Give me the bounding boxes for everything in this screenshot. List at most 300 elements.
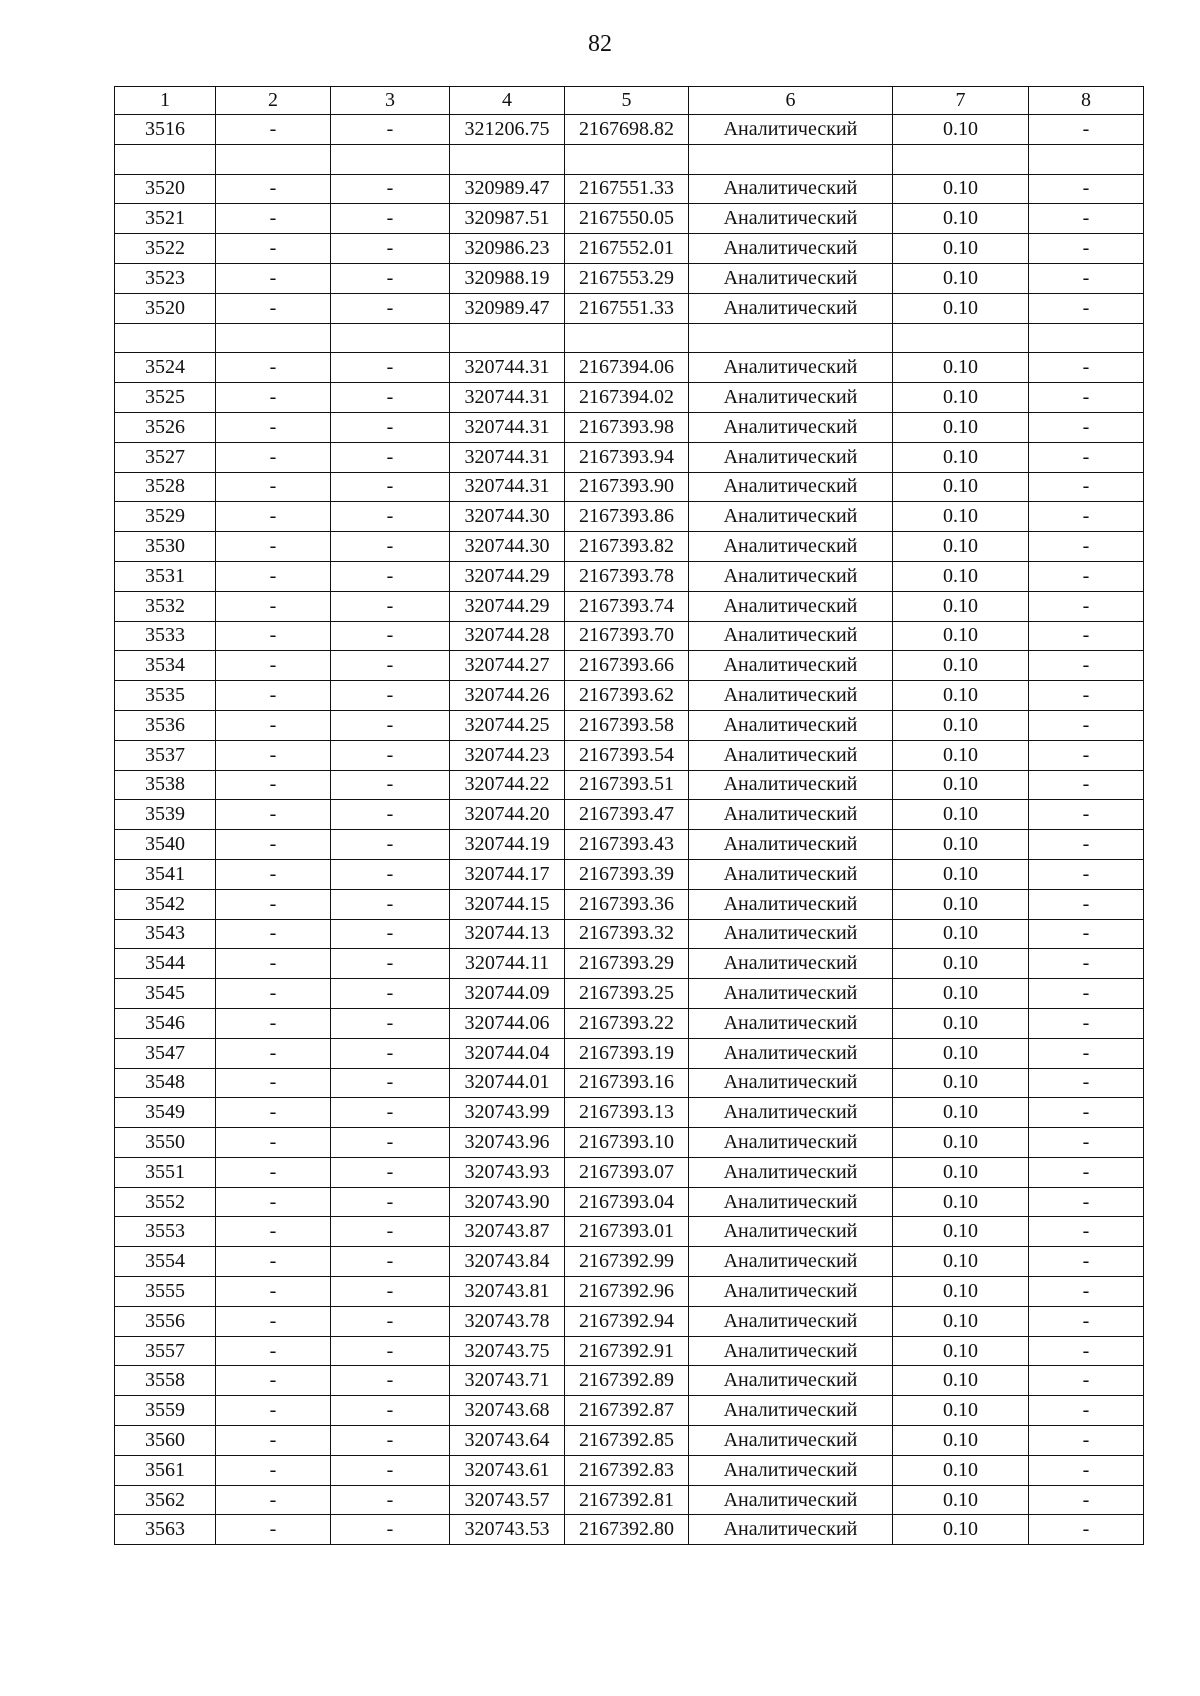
table-row xyxy=(115,949,1144,979)
cell-col2-value: - xyxy=(216,1247,331,1277)
cell-col8-value: - xyxy=(1029,1426,1144,1456)
cell-x-coordinate: 320743.93 xyxy=(450,1157,565,1187)
cell-x-coordinate: 320744.23 xyxy=(450,740,565,770)
cell-accuracy: 0.10 xyxy=(893,115,1029,145)
cell-col8-value: - xyxy=(1029,621,1144,651)
cell-col8-value: - xyxy=(1029,1187,1144,1217)
cell-col8-value: - xyxy=(1029,979,1144,1009)
cell-x-coordinate: 320743.99 xyxy=(450,1098,565,1128)
cell-accuracy: 0.10 xyxy=(893,1515,1029,1545)
cell-x-coordinate xyxy=(450,144,565,174)
cell-point-number: 3555 xyxy=(115,1277,216,1307)
cell-x-coordinate: 320744.11 xyxy=(450,949,565,979)
cell-accuracy: 0.10 xyxy=(893,859,1029,889)
cell-method: Аналитический xyxy=(689,1426,893,1456)
table-row xyxy=(115,830,1144,860)
cell-col3-value: - xyxy=(331,651,450,681)
cell-accuracy: 0.10 xyxy=(893,1008,1029,1038)
cell-y-coordinate: 2167393.86 xyxy=(565,502,689,532)
cell-method: Аналитический xyxy=(689,1128,893,1158)
cell-y-coordinate: 2167393.70 xyxy=(565,621,689,651)
cell-col3-value: - xyxy=(331,383,450,413)
table-row xyxy=(115,412,1144,442)
table-row xyxy=(115,1336,1144,1366)
cell-col2-value: - xyxy=(216,263,331,293)
cell-x-coordinate: 320744.29 xyxy=(450,591,565,621)
cell-y-coordinate: 2167393.36 xyxy=(565,889,689,919)
cell-point-number: 3549 xyxy=(115,1098,216,1128)
cell-accuracy: 0.10 xyxy=(893,710,1029,740)
cell-col8-value: - xyxy=(1029,770,1144,800)
cell-col8-value: - xyxy=(1029,204,1144,234)
cell-col2-value: - xyxy=(216,1157,331,1187)
cell-method: Аналитический xyxy=(689,859,893,889)
cell-point-number: 3551 xyxy=(115,1157,216,1187)
cell-method: Аналитический xyxy=(689,979,893,1009)
cell-col2-value: - xyxy=(216,710,331,740)
cell-col2-value: - xyxy=(216,770,331,800)
table-row xyxy=(115,1485,1144,1515)
cell-x-coordinate: 320743.64 xyxy=(450,1426,565,1456)
column-header-1: 1 xyxy=(115,87,216,115)
cell-col3-value: - xyxy=(331,919,450,949)
cell-col8-value: - xyxy=(1029,383,1144,413)
cell-method: Аналитический xyxy=(689,353,893,383)
cell-point-number: 3553 xyxy=(115,1217,216,1247)
cell-col8-value: - xyxy=(1029,1008,1144,1038)
cell-point-number: 3534 xyxy=(115,651,216,681)
table-row xyxy=(115,532,1144,562)
cell-col3-value: - xyxy=(331,591,450,621)
table-row xyxy=(115,1515,1144,1545)
cell-method: Аналитический xyxy=(689,412,893,442)
cell-col3-value: - xyxy=(331,1247,450,1277)
cell-col8-value: - xyxy=(1029,174,1144,204)
cell-accuracy: 0.10 xyxy=(893,174,1029,204)
cell-col2-value: - xyxy=(216,889,331,919)
table-row xyxy=(115,710,1144,740)
cell-y-coordinate: 2167551.33 xyxy=(565,174,689,204)
cell-col3-value: - xyxy=(331,1157,450,1187)
cell-y-coordinate: 2167392.99 xyxy=(565,1247,689,1277)
table-row xyxy=(115,1157,1144,1187)
cell-col2-value: - xyxy=(216,412,331,442)
cell-method: Аналитический xyxy=(689,204,893,234)
cell-col2-value: - xyxy=(216,979,331,1009)
cell-point-number: 3543 xyxy=(115,919,216,949)
cell-method xyxy=(689,144,893,174)
cell-col8-value: - xyxy=(1029,859,1144,889)
cell-col2-value: - xyxy=(216,1098,331,1128)
cell-accuracy: 0.10 xyxy=(893,651,1029,681)
cell-col8-value: - xyxy=(1029,1068,1144,1098)
cell-point-number: 3530 xyxy=(115,532,216,562)
cell-method: Аналитический xyxy=(689,1515,893,1545)
cell-accuracy: 0.10 xyxy=(893,1485,1029,1515)
cell-accuracy: 0.10 xyxy=(893,800,1029,830)
cell-method: Аналитический xyxy=(689,889,893,919)
table-row xyxy=(115,859,1144,889)
cell-accuracy: 0.10 xyxy=(893,1038,1029,1068)
cell-col3-value: - xyxy=(331,710,450,740)
cell-x-coordinate: 320744.15 xyxy=(450,889,565,919)
cell-x-coordinate: 320744.17 xyxy=(450,859,565,889)
cell-point-number: 3526 xyxy=(115,412,216,442)
cell-x-coordinate: 320986.23 xyxy=(450,234,565,264)
cell-x-coordinate: 321206.75 xyxy=(450,115,565,145)
cell-col3-value: - xyxy=(331,979,450,1009)
cell-accuracy: 0.10 xyxy=(893,919,1029,949)
cell-x-coordinate: 320744.04 xyxy=(450,1038,565,1068)
cell-method: Аналитический xyxy=(689,532,893,562)
cell-y-coordinate: 2167393.47 xyxy=(565,800,689,830)
cell-col8-value: - xyxy=(1029,442,1144,472)
cell-col2-value: - xyxy=(216,1277,331,1307)
cell-col8-value: - xyxy=(1029,234,1144,264)
cell-col8-value: - xyxy=(1029,293,1144,323)
cell-accuracy: 0.10 xyxy=(893,621,1029,651)
cell-col3-value: - xyxy=(331,442,450,472)
cell-col2-value: - xyxy=(216,1008,331,1038)
cell-accuracy: 0.10 xyxy=(893,532,1029,562)
cell-col2-value: - xyxy=(216,591,331,621)
cell-method: Аналитический xyxy=(689,1277,893,1307)
cell-col8-value: - xyxy=(1029,1455,1144,1485)
cell-col2-value: - xyxy=(216,234,331,264)
cell-col2-value: - xyxy=(216,740,331,770)
cell-col3-value: - xyxy=(331,949,450,979)
cell-accuracy: 0.10 xyxy=(893,293,1029,323)
cell-col2-value: - xyxy=(216,1187,331,1217)
cell-y-coordinate: 2167393.13 xyxy=(565,1098,689,1128)
cell-accuracy: 0.10 xyxy=(893,1217,1029,1247)
cell-col3-value: - xyxy=(331,115,450,145)
table-row xyxy=(115,1068,1144,1098)
cell-accuracy: 0.10 xyxy=(893,1098,1029,1128)
column-header-6: 6 xyxy=(689,87,893,115)
cell-x-coordinate: 320743.57 xyxy=(450,1485,565,1515)
cell-point-number: 3541 xyxy=(115,859,216,889)
table-row xyxy=(115,1128,1144,1158)
cell-x-coordinate: 320744.31 xyxy=(450,353,565,383)
cell-accuracy: 0.10 xyxy=(893,1336,1029,1366)
cell-y-coordinate: 2167392.83 xyxy=(565,1455,689,1485)
cell-method: Аналитический xyxy=(689,502,893,532)
cell-method: Аналитический xyxy=(689,681,893,711)
cell-method: Аналитический xyxy=(689,293,893,323)
cell-accuracy: 0.10 xyxy=(893,1455,1029,1485)
cell-col8-value: - xyxy=(1029,591,1144,621)
cell-y-coordinate: 2167393.94 xyxy=(565,442,689,472)
cell-y-coordinate: 2167393.22 xyxy=(565,1008,689,1038)
table-row xyxy=(115,293,1144,323)
cell-y-coordinate: 2167393.78 xyxy=(565,561,689,591)
cell-y-coordinate: 2167393.29 xyxy=(565,949,689,979)
cell-point-number: 3562 xyxy=(115,1485,216,1515)
cell-point-number xyxy=(115,144,216,174)
cell-accuracy: 0.10 xyxy=(893,1306,1029,1336)
cell-x-coordinate xyxy=(450,323,565,353)
cell-accuracy: 0.10 xyxy=(893,1157,1029,1187)
cell-method: Аналитический xyxy=(689,1068,893,1098)
cell-method: Аналитический xyxy=(689,1485,893,1515)
cell-col2-value: - xyxy=(216,383,331,413)
cell-x-coordinate: 320744.29 xyxy=(450,561,565,591)
table-row xyxy=(115,979,1144,1009)
cell-col2-value: - xyxy=(216,472,331,502)
cell-y-coordinate: 2167392.80 xyxy=(565,1515,689,1545)
cell-method: Аналитический xyxy=(689,621,893,651)
cell-y-coordinate: 2167393.90 xyxy=(565,472,689,502)
cell-col8-value: - xyxy=(1029,949,1144,979)
cell-col8-value: - xyxy=(1029,472,1144,502)
cell-y-coordinate: 2167393.01 xyxy=(565,1217,689,1247)
cell-col3-value: - xyxy=(331,293,450,323)
cell-col2-value: - xyxy=(216,1396,331,1426)
cell-point-number: 3521 xyxy=(115,204,216,234)
cell-x-coordinate: 320743.78 xyxy=(450,1306,565,1336)
cell-col2-value: - xyxy=(216,621,331,651)
cell-point-number: 3548 xyxy=(115,1068,216,1098)
cell-x-coordinate: 320743.84 xyxy=(450,1247,565,1277)
cell-col3-value: - xyxy=(331,889,450,919)
table-row xyxy=(115,1366,1144,1396)
cell-col2-value: - xyxy=(216,293,331,323)
cell-point-number: 3538 xyxy=(115,770,216,800)
cell-y-coordinate: 2167392.81 xyxy=(565,1485,689,1515)
cell-point-number: 3529 xyxy=(115,502,216,532)
cell-method: Аналитический xyxy=(689,949,893,979)
cell-y-coordinate: 2167392.94 xyxy=(565,1306,689,1336)
cell-col2-value: - xyxy=(216,859,331,889)
cell-col8-value: - xyxy=(1029,1098,1144,1128)
cell-x-coordinate: 320744.25 xyxy=(450,710,565,740)
column-header-2: 2 xyxy=(216,87,331,115)
cell-point-number: 3537 xyxy=(115,740,216,770)
cell-accuracy: 0.10 xyxy=(893,412,1029,442)
cell-y-coordinate: 2167393.58 xyxy=(565,710,689,740)
cell-method: Аналитический xyxy=(689,1455,893,1485)
cell-point-number: 3520 xyxy=(115,293,216,323)
cell-col8-value: - xyxy=(1029,1366,1144,1396)
cell-accuracy: 0.10 xyxy=(893,770,1029,800)
cell-method: Аналитический xyxy=(689,442,893,472)
table-row xyxy=(115,1426,1144,1456)
table-row xyxy=(115,621,1144,651)
cell-point-number: 3563 xyxy=(115,1515,216,1545)
cell-method: Аналитический xyxy=(689,651,893,681)
table-body xyxy=(115,115,1144,1545)
cell-method: Аналитический xyxy=(689,591,893,621)
cell-col3-value: - xyxy=(331,770,450,800)
table-row xyxy=(115,1008,1144,1038)
table-row xyxy=(115,681,1144,711)
cell-x-coordinate: 320743.75 xyxy=(450,1336,565,1366)
cell-x-coordinate: 320743.96 xyxy=(450,1128,565,1158)
cell-x-coordinate: 320743.61 xyxy=(450,1455,565,1485)
cell-col3-value: - xyxy=(331,412,450,442)
table-row xyxy=(115,353,1144,383)
column-header-7: 7 xyxy=(893,87,1029,115)
cell-y-coordinate: 2167393.39 xyxy=(565,859,689,889)
cell-y-coordinate: 2167394.06 xyxy=(565,353,689,383)
cell-col8-value: - xyxy=(1029,1038,1144,1068)
table-row xyxy=(115,1396,1144,1426)
cell-x-coordinate: 320744.26 xyxy=(450,681,565,711)
cell-col3-value: - xyxy=(331,561,450,591)
table-row xyxy=(115,1455,1144,1485)
table-header-row xyxy=(115,87,1144,115)
cell-point-number: 3559 xyxy=(115,1396,216,1426)
column-header-8: 8 xyxy=(1029,87,1144,115)
cell-x-coordinate: 320744.06 xyxy=(450,1008,565,1038)
cell-point-number: 3539 xyxy=(115,800,216,830)
table-row xyxy=(115,234,1144,264)
cell-method: Аналитический xyxy=(689,919,893,949)
cell-col8-value: - xyxy=(1029,681,1144,711)
cell-x-coordinate: 320743.71 xyxy=(450,1366,565,1396)
cell-point-number: 3545 xyxy=(115,979,216,1009)
cell-col2-value: - xyxy=(216,1485,331,1515)
cell-point-number: 3560 xyxy=(115,1426,216,1456)
cell-method: Аналитический xyxy=(689,830,893,860)
cell-col8-value: - xyxy=(1029,1306,1144,1336)
cell-accuracy: 0.10 xyxy=(893,681,1029,711)
cell-x-coordinate: 320744.22 xyxy=(450,770,565,800)
cell-point-number: 3550 xyxy=(115,1128,216,1158)
cell-point-number: 3520 xyxy=(115,174,216,204)
cell-accuracy: 0.10 xyxy=(893,1247,1029,1277)
cell-col8-value: - xyxy=(1029,502,1144,532)
cell-point-number: 3531 xyxy=(115,561,216,591)
table-row xyxy=(115,561,1144,591)
table-row xyxy=(115,144,1144,174)
column-header-4: 4 xyxy=(450,87,565,115)
cell-y-coordinate xyxy=(565,144,689,174)
table-row xyxy=(115,651,1144,681)
cell-col3-value: - xyxy=(331,1128,450,1158)
cell-x-coordinate: 320744.27 xyxy=(450,651,565,681)
cell-method: Аналитический xyxy=(689,1336,893,1366)
cell-method: Аналитический xyxy=(689,174,893,204)
cell-x-coordinate: 320744.31 xyxy=(450,412,565,442)
cell-col2-value xyxy=(216,144,331,174)
cell-y-coordinate: 2167393.25 xyxy=(565,979,689,1009)
cell-accuracy: 0.10 xyxy=(893,1426,1029,1456)
cell-col3-value: - xyxy=(331,1217,450,1247)
cell-point-number: 3532 xyxy=(115,591,216,621)
cell-y-coordinate: 2167392.91 xyxy=(565,1336,689,1366)
cell-col8-value: - xyxy=(1029,1217,1144,1247)
cell-accuracy: 0.10 xyxy=(893,1187,1029,1217)
cell-accuracy: 0.10 xyxy=(893,979,1029,1009)
cell-method: Аналитический xyxy=(689,115,893,145)
cell-col8-value: - xyxy=(1029,1247,1144,1277)
cell-x-coordinate: 320744.30 xyxy=(450,532,565,562)
cell-col2-value: - xyxy=(216,1455,331,1485)
cell-method: Аналитический xyxy=(689,472,893,502)
cell-method: Аналитический xyxy=(689,383,893,413)
cell-method: Аналитический xyxy=(689,1247,893,1277)
cell-method: Аналитический xyxy=(689,1098,893,1128)
cell-accuracy: 0.10 xyxy=(893,383,1029,413)
cell-x-coordinate: 320744.31 xyxy=(450,442,565,472)
cell-method: Аналитический xyxy=(689,1038,893,1068)
table-row xyxy=(115,115,1144,145)
cell-point-number: 3535 xyxy=(115,681,216,711)
cell-point-number: 3524 xyxy=(115,353,216,383)
table-row xyxy=(115,442,1144,472)
cell-y-coordinate: 2167393.43 xyxy=(565,830,689,860)
table-row xyxy=(115,1038,1144,1068)
cell-accuracy: 0.10 xyxy=(893,442,1029,472)
cell-col8-value: - xyxy=(1029,889,1144,919)
cell-method: Аналитический xyxy=(689,1306,893,1336)
cell-col3-value xyxy=(331,144,450,174)
cell-col8-value: - xyxy=(1029,1396,1144,1426)
cell-col8-value: - xyxy=(1029,353,1144,383)
table-row xyxy=(115,1217,1144,1247)
cell-col3-value: - xyxy=(331,234,450,264)
cell-col2-value xyxy=(216,323,331,353)
cell-col8-value: - xyxy=(1029,830,1144,860)
cell-accuracy: 0.10 xyxy=(893,561,1029,591)
cell-col3-value: - xyxy=(331,1336,450,1366)
cell-col2-value: - xyxy=(216,442,331,472)
table-row xyxy=(115,770,1144,800)
cell-method: Аналитический xyxy=(689,740,893,770)
cell-col3-value: - xyxy=(331,204,450,234)
cell-col3-value: - xyxy=(331,1277,450,1307)
cell-y-coordinate: 2167392.89 xyxy=(565,1366,689,1396)
cell-accuracy: 0.10 xyxy=(893,263,1029,293)
cell-col2-value: - xyxy=(216,353,331,383)
cell-col8-value: - xyxy=(1029,561,1144,591)
table-row xyxy=(115,1277,1144,1307)
cell-y-coordinate: 2167393.07 xyxy=(565,1157,689,1187)
cell-method: Аналитический xyxy=(689,1008,893,1038)
cell-y-coordinate: 2167393.19 xyxy=(565,1038,689,1068)
cell-x-coordinate: 320744.28 xyxy=(450,621,565,651)
table-row xyxy=(115,323,1144,353)
cell-col2-value: - xyxy=(216,651,331,681)
cell-x-coordinate: 320744.09 xyxy=(450,979,565,1009)
cell-col3-value: - xyxy=(331,1306,450,1336)
cell-col8-value: - xyxy=(1029,800,1144,830)
cell-point-number: 3547 xyxy=(115,1038,216,1068)
cell-col8-value: - xyxy=(1029,1277,1144,1307)
cell-col3-value xyxy=(331,323,450,353)
cell-point-number: 3558 xyxy=(115,1366,216,1396)
column-header-3: 3 xyxy=(331,87,450,115)
cell-x-coordinate: 320744.31 xyxy=(450,472,565,502)
cell-x-coordinate: 320744.31 xyxy=(450,383,565,413)
page-number: 82 xyxy=(588,31,612,57)
table-row xyxy=(115,502,1144,532)
table-row xyxy=(115,889,1144,919)
table-row xyxy=(115,591,1144,621)
cell-x-coordinate: 320988.19 xyxy=(450,263,565,293)
cell-point-number xyxy=(115,323,216,353)
cell-col3-value: - xyxy=(331,1008,450,1038)
cell-x-coordinate: 320743.90 xyxy=(450,1187,565,1217)
cell-col3-value: - xyxy=(331,1366,450,1396)
cell-y-coordinate: 2167393.10 xyxy=(565,1128,689,1158)
cell-col2-value: - xyxy=(216,115,331,145)
cell-accuracy: 0.10 xyxy=(893,949,1029,979)
cell-y-coordinate: 2167698.82 xyxy=(565,115,689,145)
cell-col2-value: - xyxy=(216,919,331,949)
